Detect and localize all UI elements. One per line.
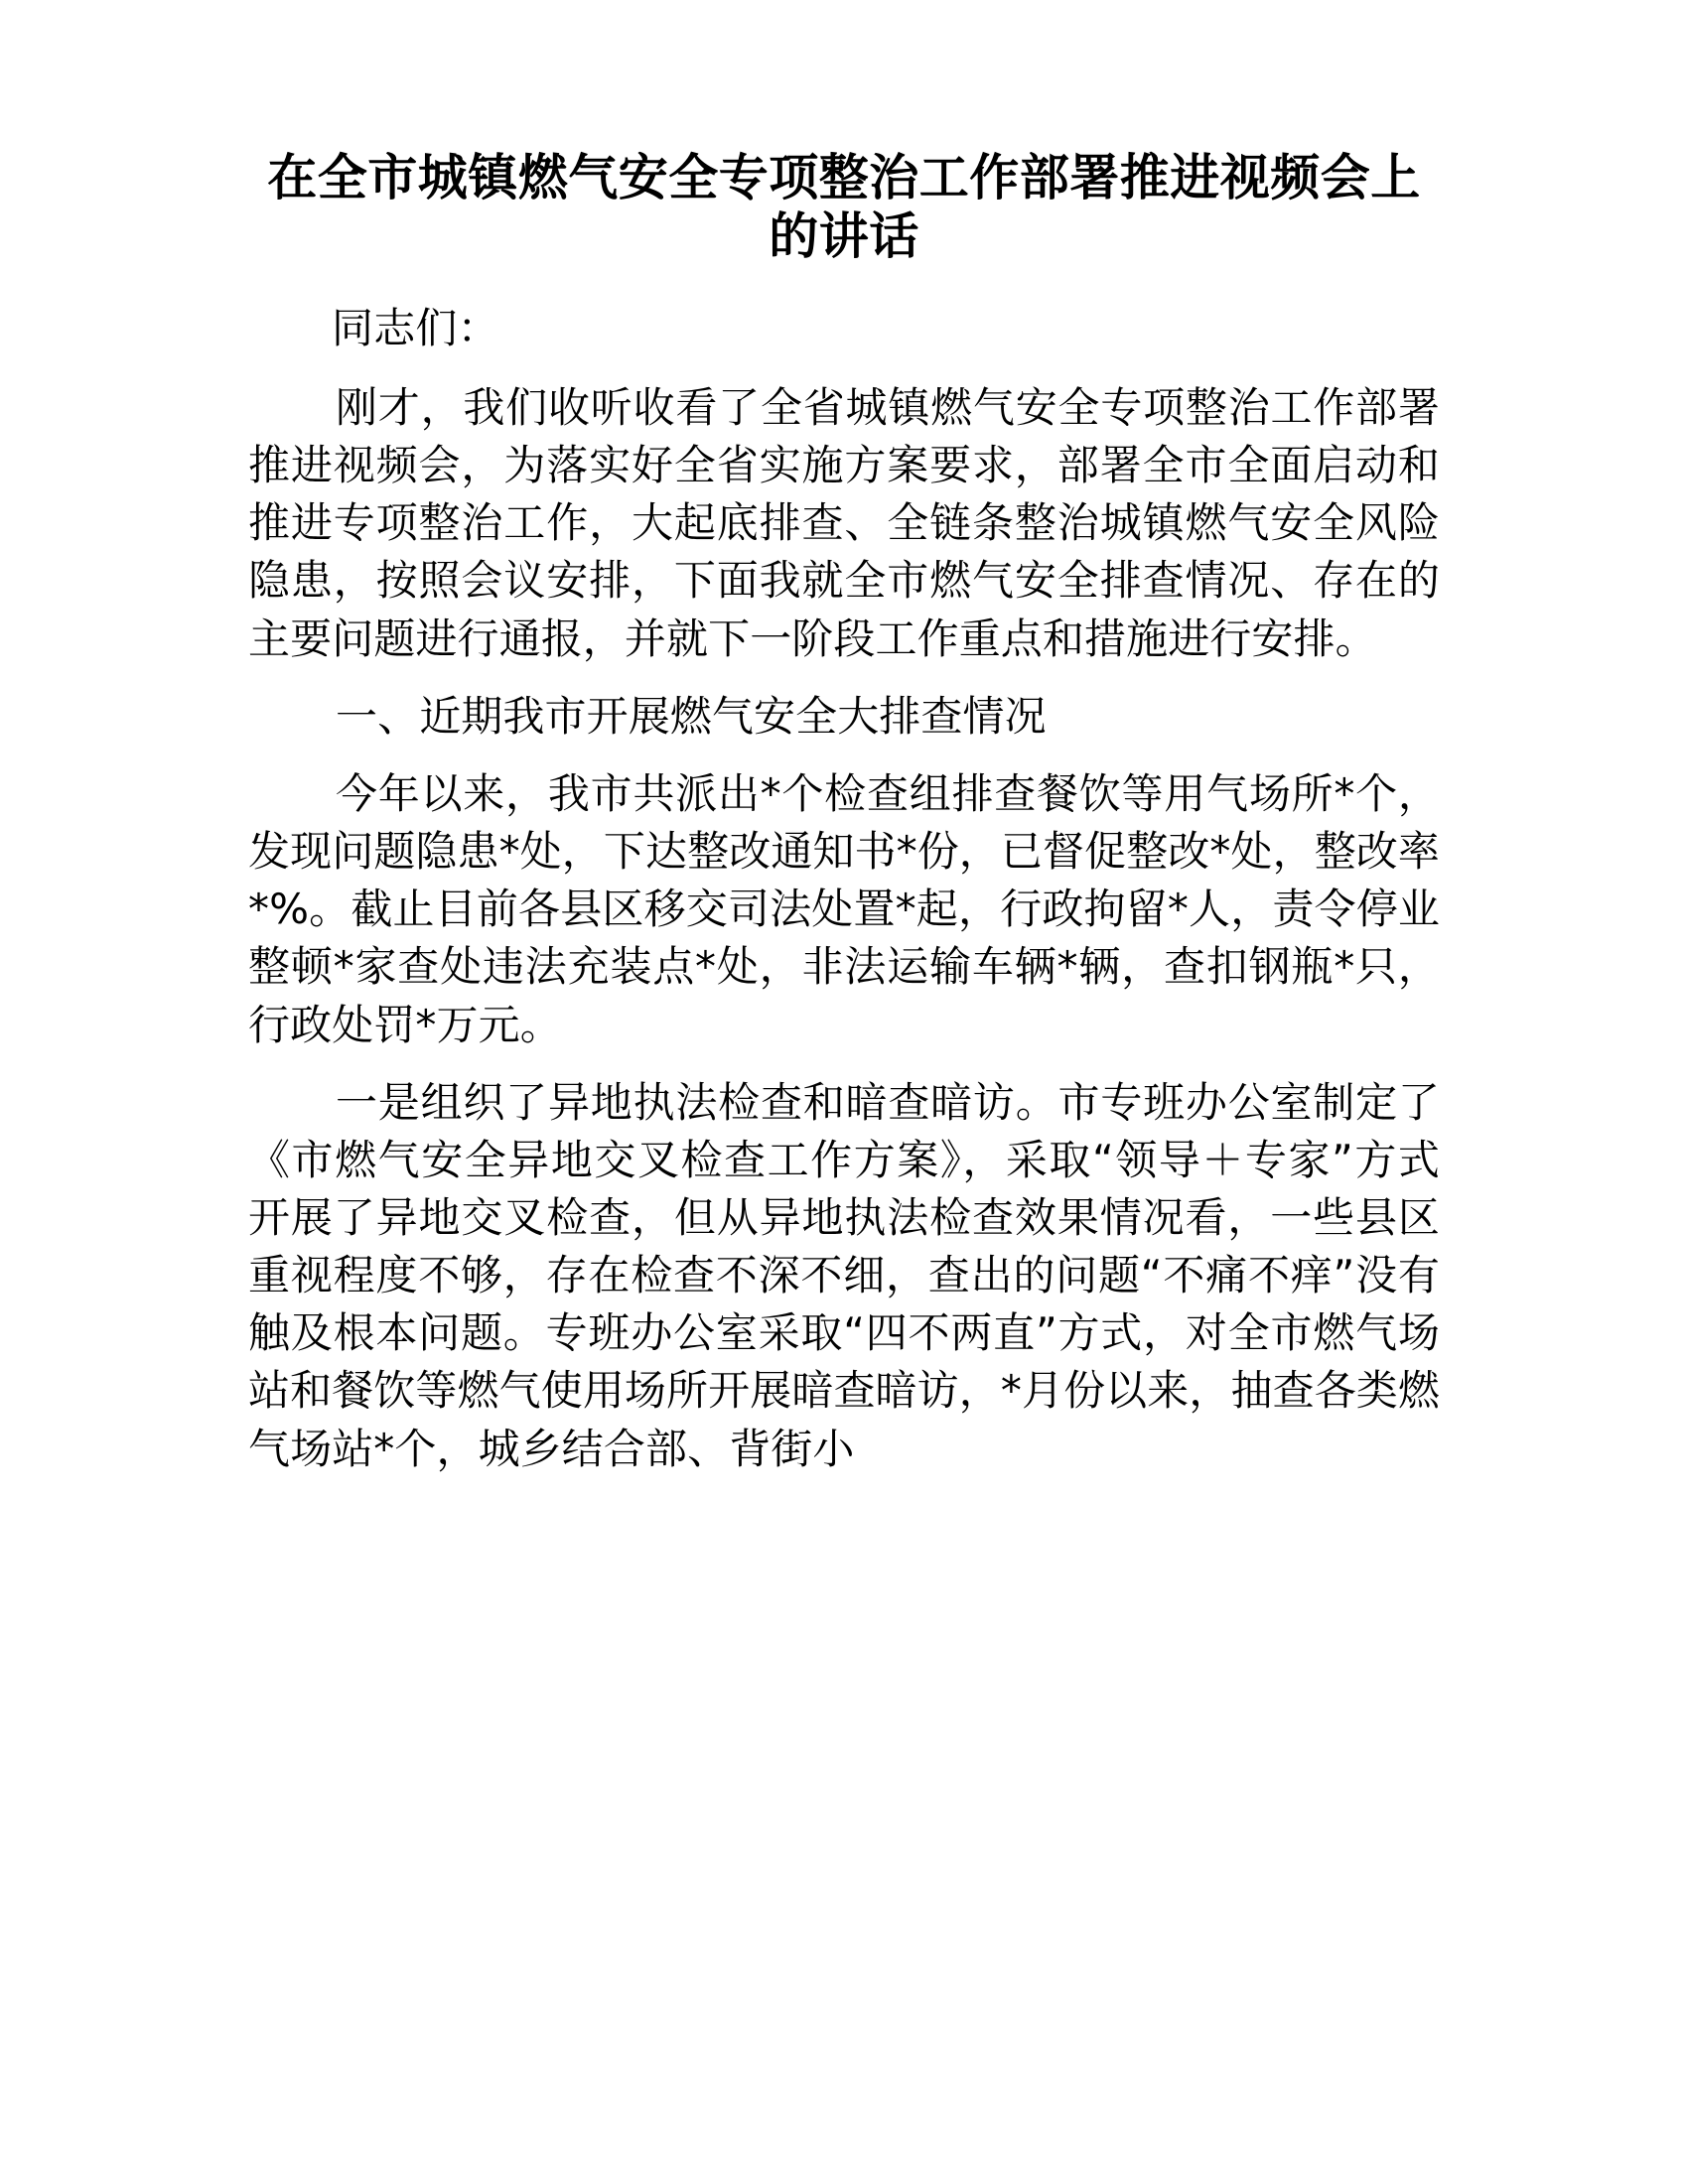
salutation: 同志们：: [332, 304, 499, 352]
paragraph-intro: 刚才，我们收听收看了全省城镇燃气安全专项整治工作部署推进视频会，为落实好全省实施方案要求，部署全市全面启动和推进专项整治工作，大起底排查、全链条整治城镇燃气安全风险隐患，按照会议安排，下面我就全市燃气安全排查情况、存在的主要问题进行通报，并就下一阶段工作重点和措施进行安排。: [248, 382, 1440, 663]
paragraph-point-1: 一是组织了异地执法检查和暗查暗访。市专班办公室制定了《市燃气安全异地交叉检查工作方案》，采取“领导＋专家”方式开展了异地交叉检查，但从异地执法检查效果情况看，一些县区重视程度不够，存在检查不深不细，查出的问题“不痛不痒”没有触及根本问题。专班办公室采取“四不两直”方式，对全市燃气场站和餐饮等燃气使用场所开展暗查暗访，*月份以来，抽查各类燃气场站*个，城乡结合部、背街小: [248, 1077, 1440, 1473]
section-heading-1: 一、近期我市开展燃气安全大排查情况: [336, 691, 1047, 741]
paragraph-statistics: 今年以来，我市共派出*个检查组排查餐饮等用气场所*个，发现问题隐患*处，下达整改通知书*份，已督促整改*处，整改率*%。截止目前各县区移交司法处置*起，行政拘留*人，责令停业整顿*家查处违法充装点*处，非法运输车辆*辆，查扣钢瓶*只，行政处罚*万元。: [248, 768, 1441, 1049]
page-title: 在全市城镇燃气安全专项整治工作部署推进视频会上的讲话: [267, 149, 1421, 265]
